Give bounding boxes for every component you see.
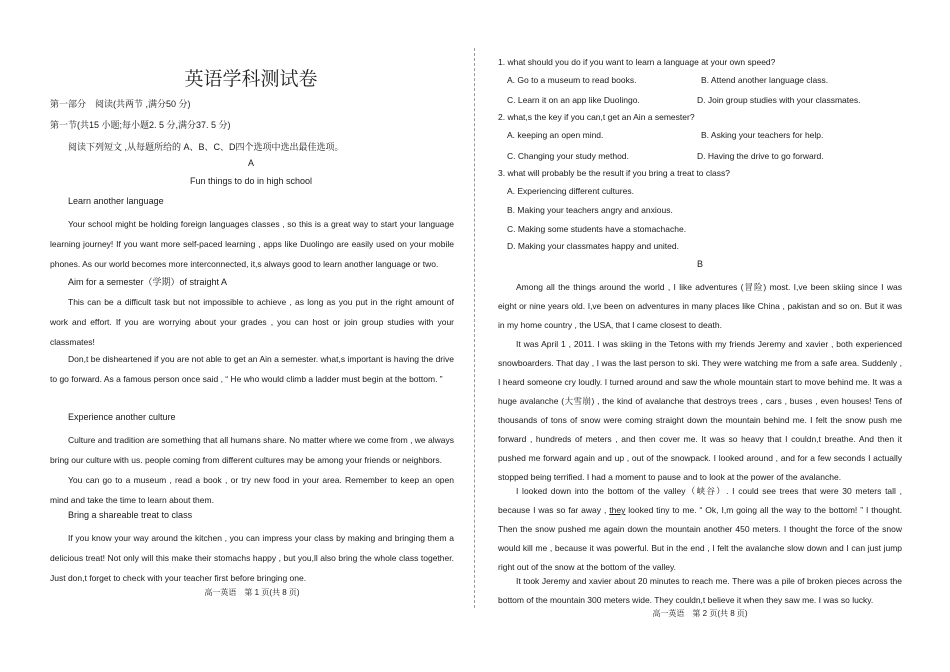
option-b: B. Making your teachers angry and anxious. [507, 205, 673, 215]
page-footer: 高一英语 第 2 页(共 8 页) [652, 609, 748, 618]
paragraph: It took Jeremy and xavier about 20 minutes to reach me. There was a pile of broken pieces across the bottom of the mountain 300 meters wide. They couldn,t believe it when they saw me. I was so lucky. [498, 576, 902, 605]
paragraph: This can be a difficult task but not impossible to achieve , as long as you put in the right amount of work and effort. If you are worrying about your grades , you can host or join group studies with your classmates! [50, 297, 454, 347]
passage-a-title: Fun things to do in high school [189, 176, 313, 186]
question-stem: 1. what should you do if you want to learn a language at your own speed? [498, 57, 776, 67]
part-heading: 第一部分 阅读(共两节 ,满分50 分) [50, 99, 191, 109]
option-c: C. Learn it on an app like Duolingo. [507, 95, 640, 105]
paragraph: Among all the things around the world , I like adventures (冒险) most. I,ve been skiing since I was eight or nine years old. I,ve been on adventures in many places like China , pakistan and so on. But it was in my home country , the USA, that I came closest to death. [498, 282, 902, 330]
question-stem: 3. what will probably be the result if you bring a treat to class? [498, 168, 730, 178]
subheading-shareable-treat: Bring a shareable treat to class [68, 510, 193, 520]
option-b: B. Asking your teachers for help. [701, 130, 824, 140]
subheading-learn-language: Learn another language [68, 196, 164, 206]
paragraph: Culture and tradition are something that all humans share. No matter where we come from , we always bring our culture with us. people coming from different cultures may be among your friends or neighbors. [50, 435, 454, 465]
page-footer: 高一英语 第 1 页(共 8 页) [204, 588, 300, 597]
option-d: D. Having the drive to go forward. [697, 151, 824, 161]
section-heading: 第一节(共15 小题;每小题2. 5 分,满分37. 5 分) [50, 120, 231, 130]
question-stem: 2. what,s the key if you can,t get an Ain a semester? [498, 112, 695, 122]
option-d: D. Making your classmates happy and united. [507, 241, 679, 251]
paragraph: Your school might be holding foreign languages classes , so this is a great way to start your language learning journey! If you want more self-paced learning , apps like Duolingo are easily used on your mobile phones. As our world becomes more interconnected, it,s always good to learn another language or two. [50, 219, 454, 269]
option-a: A. Experiencing different cultures. [507, 186, 634, 196]
paragraph [498, 482, 902, 577]
option-c: C. Changing your study method. [507, 151, 629, 161]
passage-a-label: A [247, 158, 254, 168]
paragraph: If you know your way around the kitchen , you can impress your class by making and bringing them a delicious treat! Not only will this make their stomachs happy , but you,ll also bring the whole class together. Just don,t forget to check with your teacher first before bringing one. [50, 533, 454, 583]
option-d: D. Join group studies with your classmates. [697, 95, 861, 105]
option-b: B. Attend another language class. [701, 75, 829, 85]
text-span: looked tiny to me. “ Ok, I,m going all the way to the bottom! ” I thought. Then the snow pushed me again down the mountain another 450 meters. I thought the force of the snow would kill me , because it was powerful. But in the end , I felt the avalanche slow down and I can just jump right out of the snow at the bottom of the valley. [498, 505, 903, 572]
passage-b-label: B [696, 259, 703, 269]
instruction-text: 阅读下列短文 ,从每题所给的 A、B、C、D四个选项中选出最佳选项。 [68, 142, 344, 152]
paragraph: You can go to a museum , read a book , or try new food in your area. Remember to keep an open mind and take the time to learn about them. [50, 475, 454, 505]
paragraph: It was April 1 , 2011. I was skiing in the Tetons with my friends Jeremy and xavier , both experienced snowboarders. That day , I was the last person to ski. They were watching me from a safe area. Suddenly , I heard someone cry loudly. I turned around and saw the whole mountain start to move behind me. It was a huge avalanche (大雪崩) , the kind of avalanche that destroys trees , cars , buses , even houses! Tens of thousands of tons of snow were coming straight down the mountain behind me. I felt the snow push me forward , hundreds of meters , and then cover me. It was so heavy that I couldn,t breathe. And then it pushed me forward again and up , out of the snowpack. I looked around , and for a few seconds I actually stopped being terrified. I had a moment to pause and to look at the power of the avalanche. [498, 339, 902, 482]
option-a: A. keeping an open mind. [507, 130, 604, 140]
underlined-word: they [609, 505, 626, 515]
page-title: 英语学科测试卷 [184, 68, 318, 90]
option-a: A. Go to a museum to read books. [507, 75, 637, 85]
text-span: I looked down into the bottom of the valley（峡谷）. I could see trees that were 30 meters tall , because I was so far away , [498, 486, 902, 515]
subheading-experience-culture: Experience another culture [68, 412, 176, 422]
subheading-aim-semester: Aim for a semester（学期）of straight A [68, 277, 228, 287]
paragraph: Don,t be disheartened if you are not able to get an Ain a semester. what,s important is having the drive to go forward. As a famous person once said , “ He who would climb a ladder must begin at the bottom. ” [50, 354, 454, 384]
option-c: C. Making some students have a stomachache. [507, 224, 687, 234]
